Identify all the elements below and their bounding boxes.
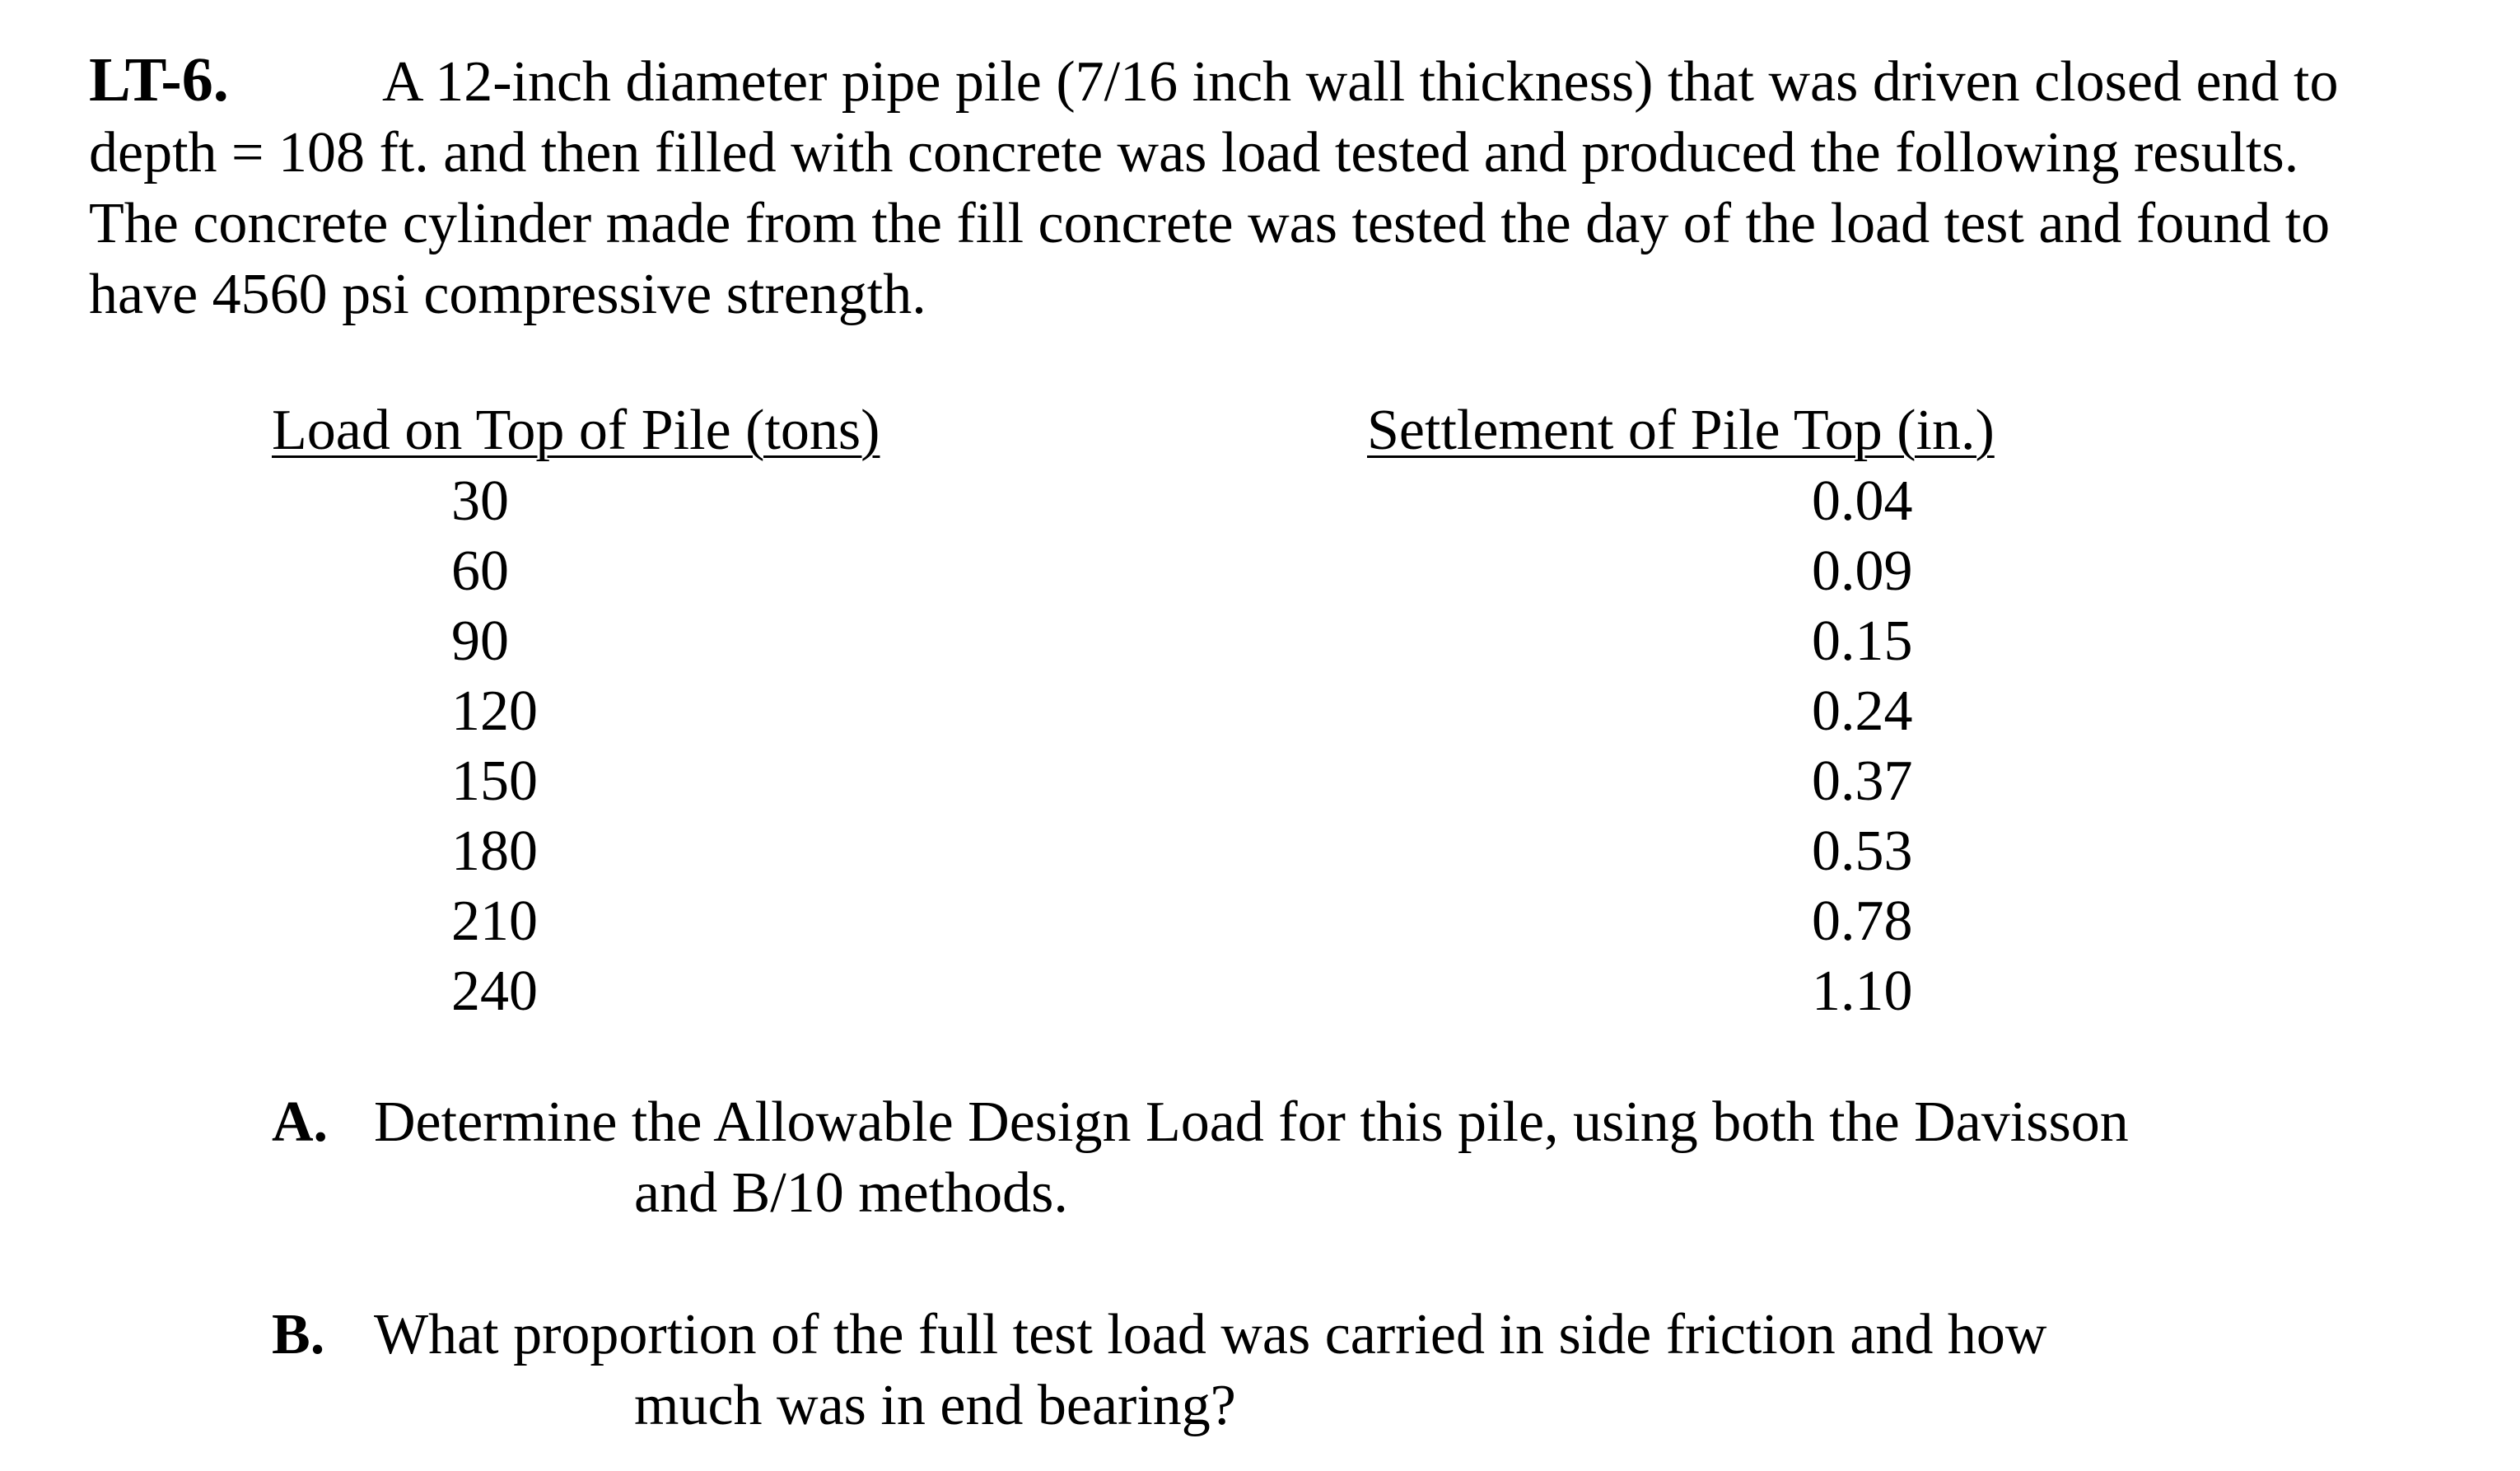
problem-id: LT-6.: [89, 45, 229, 114]
question-a-letter: A.: [272, 1090, 329, 1154]
load-cell: 30: [451, 469, 509, 533]
load-cell: 120: [451, 679, 538, 743]
intro-line-1: [89, 44, 2477, 118]
settlement-cell: 0.37: [1812, 750, 1913, 813]
intro-line-4: have 4560 psi compressive strength.: [89, 263, 926, 326]
settlement-cell: 0.24: [1812, 679, 1913, 743]
question-a: [272, 1087, 2331, 1229]
load-cell: 240: [451, 960, 538, 1023]
load-cell: 180: [451, 820, 538, 883]
question-a-text: Determine the Allowable Design Load for this pile, using both the Davisson: [374, 1090, 2129, 1154]
load-column: [272, 395, 931, 1026]
load-values: [272, 466, 931, 1026]
settlement-values: [1367, 466, 2075, 1026]
settlement-column: [1367, 395, 2075, 1026]
intro-line-1-text: A 12-inch diameter pipe pile (7/16 inch wall thickness) that was driven closed end to: [382, 50, 2339, 114]
question-b: [272, 1300, 2331, 1441]
intro-line-3: The concrete cylinder made from the fill concrete was tested the day of the load test and found to: [89, 192, 2331, 255]
question-b-text: What proportion of the full test load was carried in side friction and how: [374, 1303, 2047, 1366]
load-column-header: Load on Top of Pile (tons): [272, 399, 880, 462]
question-b-line-1: [272, 1300, 2331, 1371]
load-cell: 60: [451, 539, 509, 603]
question-b-continuation: much was in end bearing?: [634, 1374, 1236, 1437]
question-b-letter: B.: [272, 1303, 325, 1366]
question-a-line-1: [272, 1087, 2331, 1158]
intro-line-2: depth = 108 ft. and then filled with concrete was load tested and produced the following results.: [89, 121, 2299, 184]
settlement-cell: 0.15: [1812, 609, 1913, 673]
settlement-cell: 0.09: [1812, 539, 1913, 603]
question-a-continuation: and B/10 methods.: [634, 1161, 1068, 1225]
load-cell: 150: [451, 750, 538, 813]
settlement-cell: 0.78: [1812, 890, 1913, 953]
settlement-cell: 0.53: [1812, 820, 1913, 883]
settlement-column-header: Settlement of Pile Top (in.): [1367, 399, 1995, 462]
problem-statement: [89, 44, 2477, 330]
load-cell: 90: [451, 609, 509, 673]
settlement-cell: 1.10: [1812, 960, 1913, 1023]
settlement-cell: 0.04: [1812, 469, 1913, 533]
load-cell: 210: [451, 890, 538, 953]
